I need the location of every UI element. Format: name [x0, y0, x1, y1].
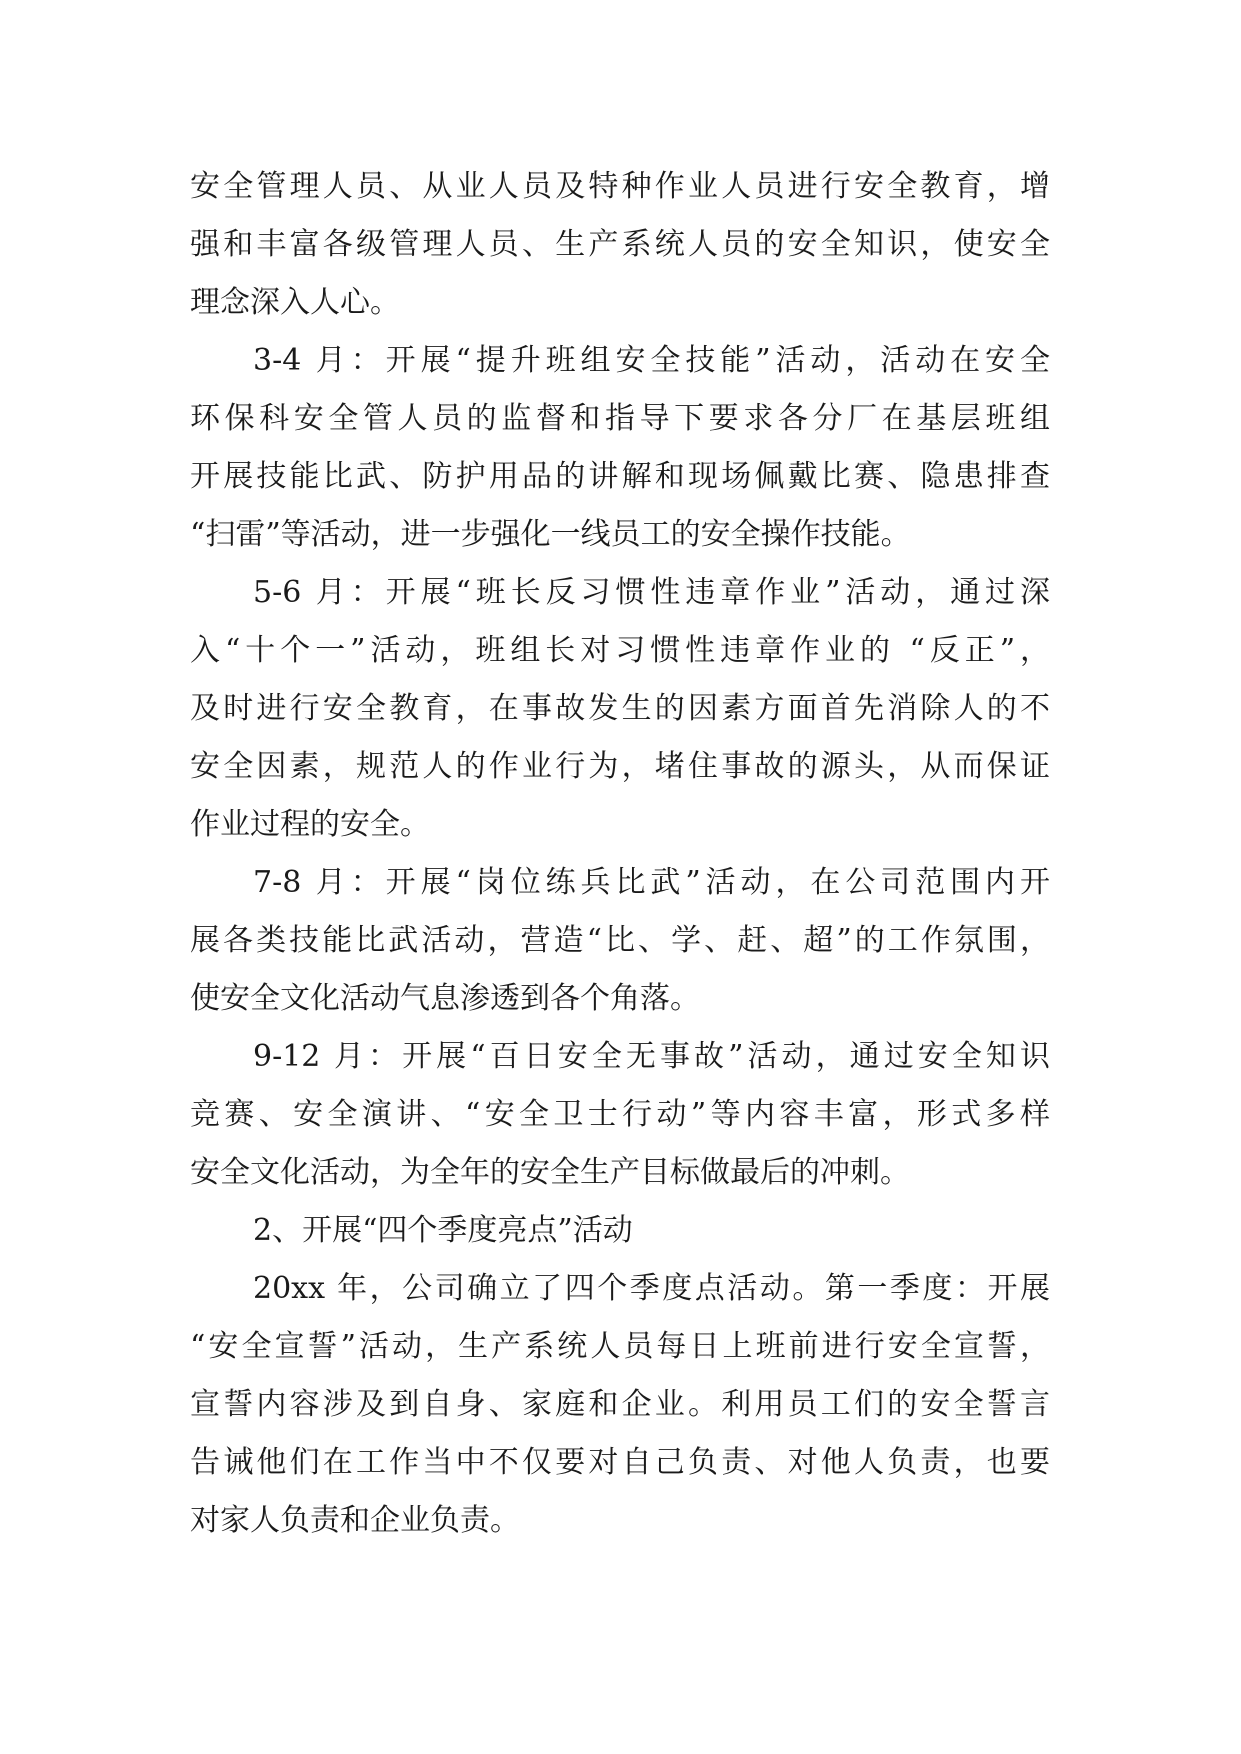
body-text-line: 及时进行安全教育，在事故发生的因素方面首先消除人的不 [190, 691, 1050, 726]
body-text-line: 环保科安全管人员的监督和指导下要求各分厂在基层班组 [190, 401, 1050, 436]
section-heading: 2、开展“四个季度亮点”活动 [253, 1213, 633, 1248]
body-text-line: 开展技能比武、防护用品的讲解和现场佩戴比赛、隐患排查 [190, 459, 1050, 494]
body-text-line: 使安全文化活动气息渗透到各个角落。 [190, 981, 700, 1016]
body-text-line: 对家人负责和企业负责。 [190, 1503, 520, 1538]
paragraph-start-line: 7-8 月：开展“岗位练兵比武”活动，在公司范围内开 [253, 865, 1050, 900]
body-text-line: 安全管理人员、从业人员及特种作业人员进行安全教育，增 [190, 169, 1050, 204]
paragraph-start-line: 20xx 年，公司确立了四个季度点活动。第一季度：开展 [253, 1271, 1050, 1306]
body-text-line: “安全宣誓”活动，生产系统人员每日上班前进行安全宣誓， [190, 1329, 1050, 1364]
body-text-line: 入“十个一”活动，班组长对习惯性违章作业的 “反正”， [190, 633, 1050, 668]
paragraph-start-line: 9-12 月：开展“百日安全无事故”活动，通过安全知识 [253, 1039, 1050, 1074]
body-text-line: 安全因素，规范人的作业行为，堵住事故的源头，从而保证 [190, 749, 1050, 784]
body-text-line: 理念深入人心。 [190, 285, 400, 320]
body-text-line: 告诫他们在工作当中不仅要对自己负责、对他人负责，也要 [190, 1445, 1050, 1480]
body-text-line: 作业过程的安全。 [190, 807, 430, 842]
paragraph-start-line: 5-6 月：开展“班长反习惯性违章作业”活动，通过深 [253, 575, 1050, 610]
paragraph-start-line: 3-4 月：开展“提升班组安全技能”活动，活动在安全 [253, 343, 1050, 378]
body-text-line: 强和丰富各级管理人员、生产系统人员的安全知识，使安全 [190, 227, 1050, 262]
body-text-line: “扫雷”等活动，进一步强化一线员工的安全操作技能。 [190, 517, 911, 552]
body-text-line: 宣誓内容涉及到自身、家庭和企业。利用员工们的安全誓言 [190, 1387, 1050, 1422]
body-text-line: 竞赛、安全演讲、“安全卫士行动”等内容丰富，形式多样 [190, 1097, 1050, 1132]
body-text-line: 展各类技能比武活动，营造“比、学、赶、超”的工作氛围， [190, 923, 1050, 958]
body-text-line: 安全文化活动，为全年的安全生产目标做最后的冲刺。 [190, 1155, 910, 1190]
